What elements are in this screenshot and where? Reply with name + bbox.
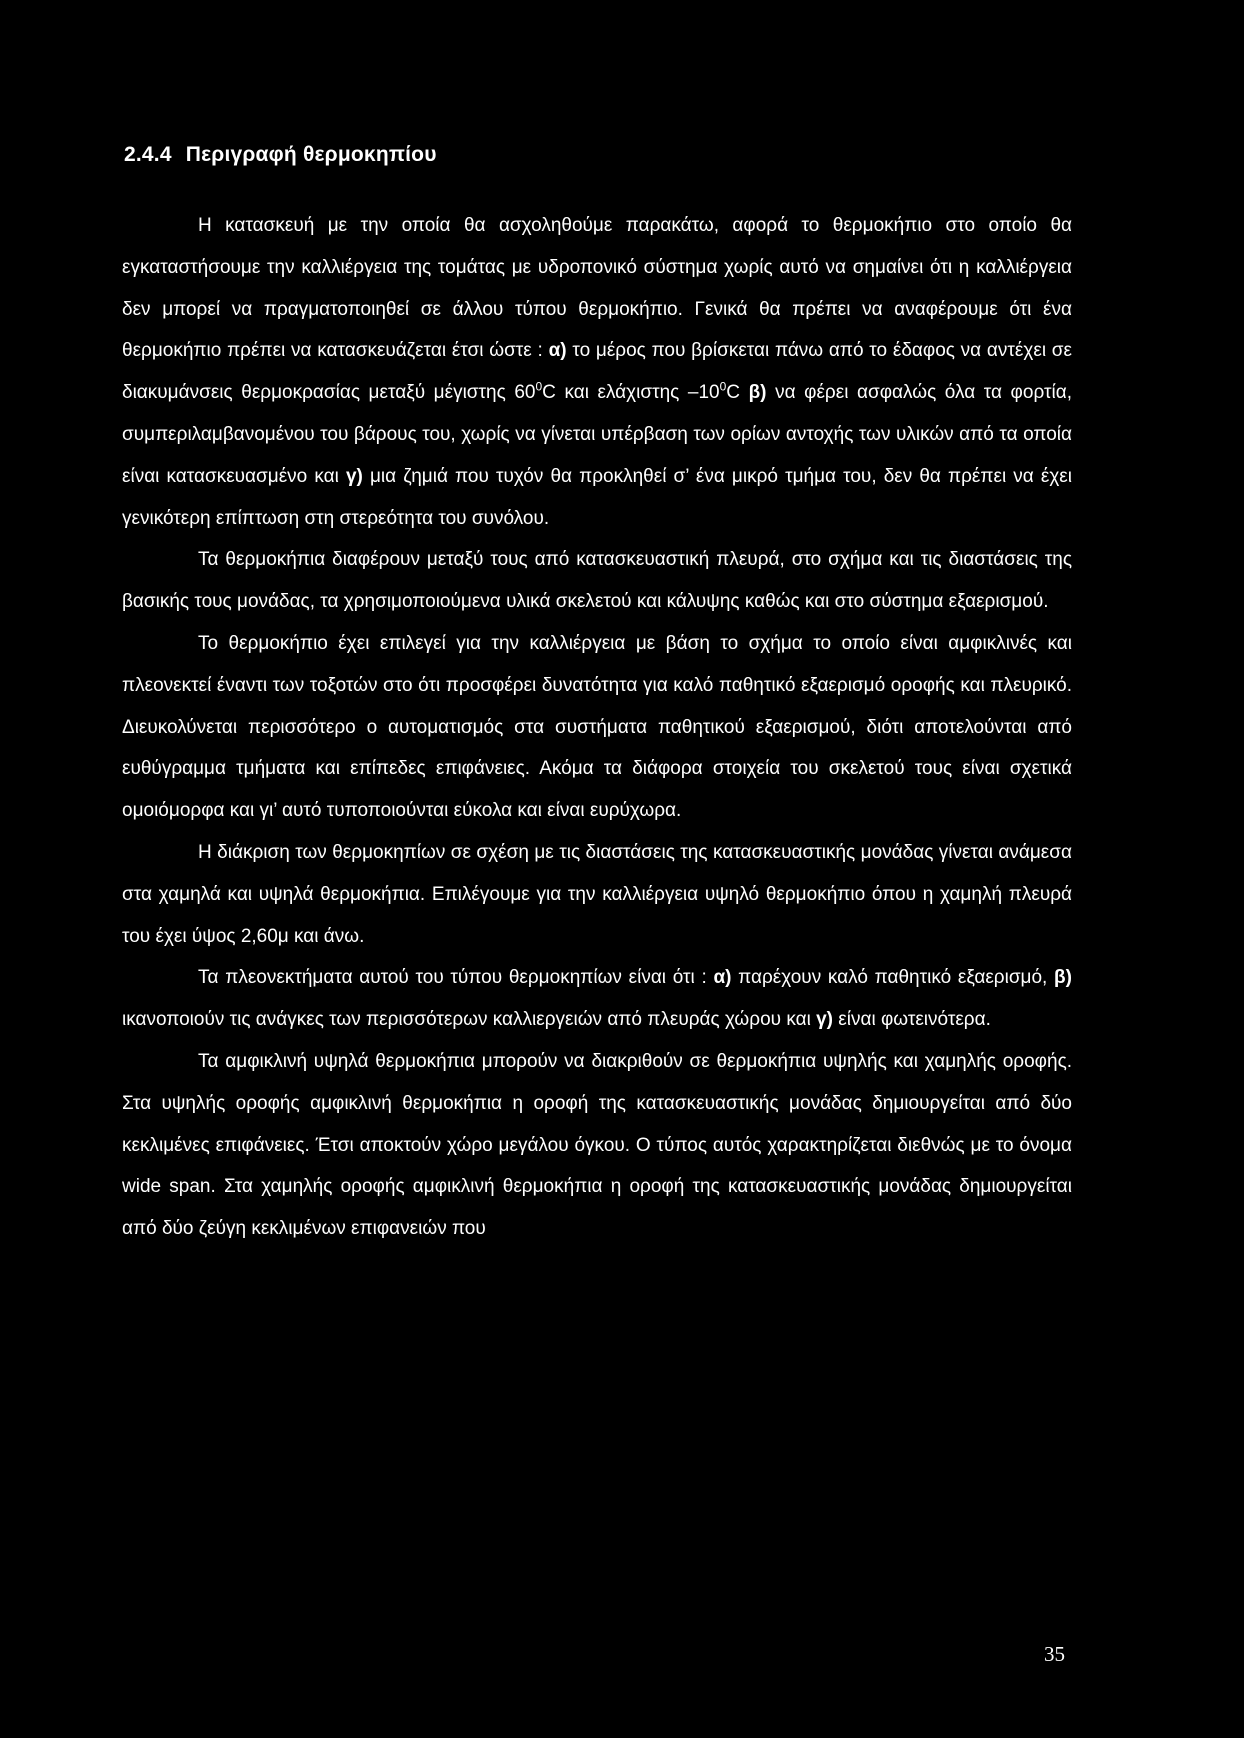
paragraph-differences: Τα θερμοκήπια διαφέρουν μεταξύ τους από κατασκευαστική πλευρά, στο σχήμα και τις διαστάσεις της βασικής τους μονάδας, τα χρησιμοποιούμενα υλικά σκελετού και κάλυψης καθώς και στο σύστημα εξαερισμού. — [122, 549, 1072, 613]
text-run: μια ζημιά που τυχόν θα προκληθεί σ’ ένα μικρό τμήμα του, δεν θα πρέπει να έχει γενικότερη επίπτωση στη στερεότητα του συνόλου. — [122, 465, 1072, 529]
paragraph-advantages — [122, 957, 1072, 1041]
page-number: 35 — [1044, 1642, 1065, 1666]
paragraph-selection: Το θερμοκήπιο έχει επιλεγεί για την καλλιέργεια με βάση το σχήμα το οποίο είναι αμφικλινές και πλεονεκτεί έναντι των τοξοτών στο ότι προσφέρει δυνατότητα για καλό παθητικό εξαερισμό οροφής και πλευρικό. Διευκολύνεται περισσότερο ο αυτοματισμός στα συστήματα παθητικού εξαερισμού, διότι αποτελούνται από ευθύγραμμα τμήματα και επίπεδες επιφάνειες. Ακόμα τα διάφορα στοιχεία του σκελετού τους είναι σχετικά ομοιόμορφα και γι’ αυτό τυποποιούνται εύκολα και είναι ευρύχωρα. — [122, 632, 1072, 822]
text-run: να φέρει ασφαλώς όλα τα φορτία, συμπεριλαμβανομένου του βάρους του, χωρίς να γίνεται υπέρβαση των ορίων αντοχής των υλικών από τα οποία είναι κατασκευασμένο και — [122, 382, 1072, 487]
section-heading — [124, 143, 437, 167]
body-text — [122, 205, 1072, 1250]
list-marker-c: γ) — [816, 1009, 833, 1031]
list-marker-b: β) — [748, 382, 767, 404]
text-run: ικανοποιούν τις ανάγκες των περισσότερων καλλιεργειών από πλευράς χώρου και — [122, 1009, 817, 1031]
list-marker-a: α) — [548, 340, 567, 362]
text-run: Τα πλεονεκτήματα αυτού του τύπου θερμοκηπίων είναι ότι : — [198, 967, 714, 989]
list-marker-c: γ) — [345, 465, 363, 487]
degree-superscript: 0 — [535, 379, 543, 394]
text-run: είναι φωτεινότερα. — [832, 1009, 991, 1031]
list-marker-b: β) — [1054, 967, 1072, 989]
degree-superscript: 0 — [719, 379, 727, 394]
text-run: Η κατασκευή με την οποία θα ασχοληθούμε παρακάτω, αφορά το θερμοκήπιο στο οποίο θα εγκαταστήσουμε την καλλιέργεια της τομάτας με υδροπονικό σύστημα χωρίς αυτό να σημαίνει ότι η καλλιέργεια δεν μπορεί να πραγματοποιηθεί σε άλλου τύπου θερμοκήπιο. Γενικά θα πρέπει να αναφέρουμε ότι ένα θερμοκήπιο πρέπει να κατασκευάζεται έτσι ώστε : — [122, 215, 1072, 362]
section-number: 2.4.4 — [124, 143, 172, 166]
paragraph-roof-types: Τα αμφικλινή υψηλά θερμοκήπια μπορούν να διακριθούν σε θερμοκήπια υψηλής και χαμηλής οροφής. Στα υψηλής οροφής αμφικλινή θερμοκήπια η οροφή της κατασκευαστικής μονάδας δημιουργείται από δύο κεκλιμένες επιφάνειες. Έτσι αποκτούν χώρο μεγάλου όγκου. Ο τύπος αυτός χαρακτηρίζεται διεθνώς με το όνομα wide span. Στα χαμηλής οροφής αμφικλινή θερμοκήπια η οροφή της κατασκευαστικής μονάδας δημιουργείται από δύο ζεύγη κεκλιμένων επιφανειών που — [122, 1050, 1072, 1240]
text-run: C και ελάχιστης –10 — [542, 382, 720, 404]
section-title: Περιγραφή θερμοκηπίου — [185, 143, 437, 166]
text-run: παρέχουν καλό παθητικό εξαερισμό, — [731, 967, 1055, 989]
text-run: C — [726, 382, 749, 404]
paragraph-dimensions: Η διάκριση των θερμοκηπίων σε σχέση με τις διαστάσεις της κατασκευαστικής μονάδας γίνεται ανάμεσα στα χαμηλά και υψηλά θερμοκήπια. Επιλέγουμε για την καλλιέργεια υψηλό θερμοκήπιο όπου η χαμηλή πλευρά του έχει ύψος 2,60μ και άνω. — [122, 841, 1072, 947]
paragraph-requirements — [122, 205, 1072, 539]
text-run: το μέρος που βρίσκεται πάνω από το έδαφος να αντέχει σε διακυμάνσεις θερμοκρασίας μεταξύ μέγιστης 60 — [122, 340, 1072, 404]
list-marker-a: α) — [713, 967, 732, 989]
